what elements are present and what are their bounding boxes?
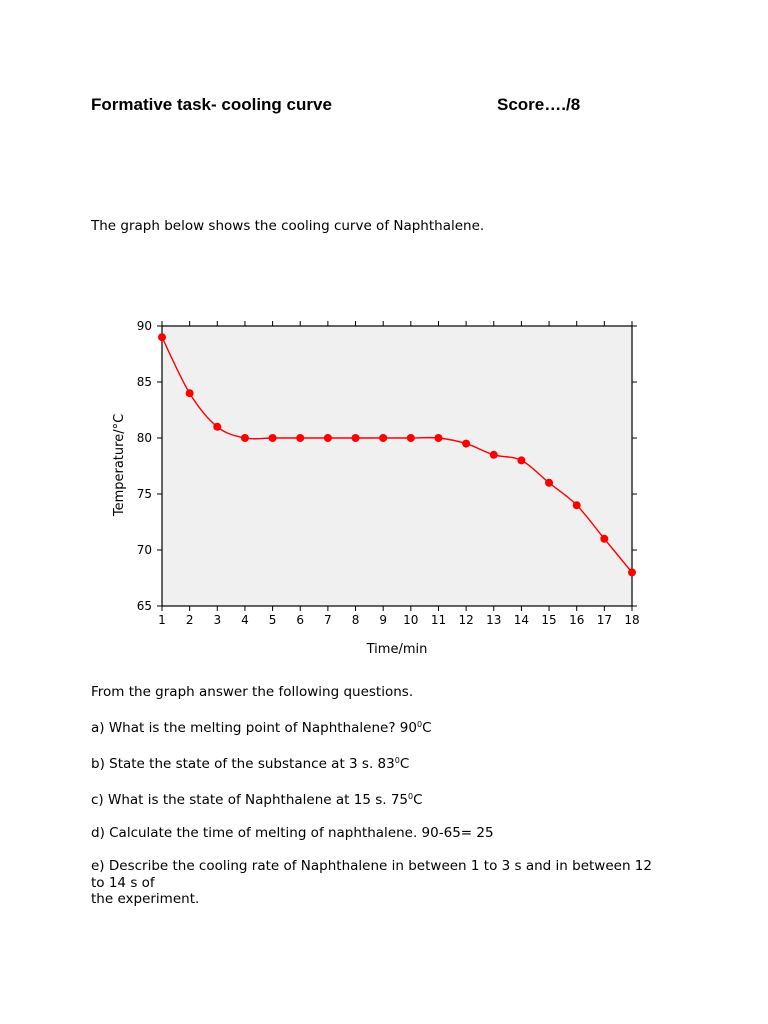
data-point — [600, 535, 608, 543]
x-tick-label: 16 — [569, 613, 585, 627]
questions-section — [91, 684, 691, 908]
y-tick-label: 85 — [136, 375, 152, 389]
data-point — [407, 434, 415, 442]
y-tick-label: 90 — [136, 319, 152, 333]
x-tick-label: 4 — [241, 613, 249, 627]
y-tick-label: 70 — [136, 543, 152, 557]
question-a-unit: C — [422, 720, 432, 736]
question-d: d) Calculate the time of melting of naphthalene. 90-65= 25 — [91, 825, 494, 841]
question-c-text: c) What is the state of Naphthalene at 15 s. 75 — [91, 792, 409, 808]
x-tick-label: 12 — [458, 613, 474, 627]
question-a-text: a) What is the melting point of Naphthalene? 90 — [91, 720, 417, 736]
intro-text: The graph below shows the cooling curve of Naphthalene. — [91, 218, 485, 234]
page-title: Formative task- cooling curve — [91, 95, 332, 114]
cooling-curve-chart — [100, 310, 660, 665]
question-a-superscript: 0 — [416, 720, 423, 729]
data-point — [628, 568, 636, 576]
question-b-superscript: 0 — [394, 756, 400, 765]
x-tick-label: 18 — [624, 613, 640, 627]
x-tick-label: 9 — [379, 613, 387, 627]
question-b-text: b) State the state of the substance at 3 s. 83 — [91, 756, 395, 772]
x-tick-label: 15 — [541, 613, 557, 627]
data-point — [434, 434, 442, 442]
x-tick-label: 14 — [513, 613, 530, 627]
question-e-line-3: the experiment. — [91, 891, 200, 907]
data-point — [186, 389, 194, 397]
x-tick-label: 8 — [351, 613, 360, 627]
y-axis-label: Temperature/°C — [112, 413, 127, 517]
data-point — [545, 479, 553, 487]
question-e — [91, 858, 691, 908]
x-tick-label: 13 — [486, 613, 502, 627]
data-point — [517, 456, 525, 464]
x-tick-label: 11 — [430, 613, 447, 627]
question-a — [91, 717, 691, 737]
x-tick-label: 1 — [158, 613, 166, 627]
data-point — [352, 434, 360, 442]
x-tick-label: 10 — [403, 613, 419, 627]
question-c-unit: C — [413, 792, 423, 808]
page-header — [91, 95, 691, 119]
x-tick-label: 3 — [213, 613, 222, 627]
data-point — [462, 440, 470, 448]
x-tick-label: 2 — [185, 613, 194, 627]
question-c-superscript: 0 — [408, 792, 414, 801]
y-tick-label: 80 — [136, 431, 152, 445]
data-point — [158, 333, 166, 341]
question-e-line-2: to 14 s of — [91, 874, 155, 891]
question-b-unit: C — [399, 756, 410, 772]
x-tick-label: 7 — [324, 613, 332, 627]
data-point — [324, 434, 332, 442]
score-label: Score…./8 — [497, 95, 581, 114]
questions-intro: From the graph answer the following questions. — [91, 684, 414, 700]
data-point — [213, 423, 221, 431]
question-e-line-1: e) Describe the cooling rate of Naphthalene in between 1 to 3 s and in between 12 — [91, 858, 652, 874]
x-tick-label: 17 — [596, 613, 612, 627]
data-point — [296, 434, 304, 442]
question-b — [91, 753, 691, 773]
y-tick-label: 65 — [136, 599, 152, 613]
data-point — [241, 434, 249, 442]
data-point — [269, 434, 277, 442]
plot-area — [162, 326, 632, 606]
data-point — [379, 434, 387, 442]
data-point — [573, 501, 581, 509]
x-tick-label: 6 — [296, 613, 305, 627]
x-tick-label: 5 — [268, 613, 277, 627]
data-point — [490, 451, 498, 459]
question-c — [91, 789, 691, 809]
x-axis-label: Time/min — [366, 642, 428, 657]
y-tick-label: 75 — [136, 487, 152, 501]
